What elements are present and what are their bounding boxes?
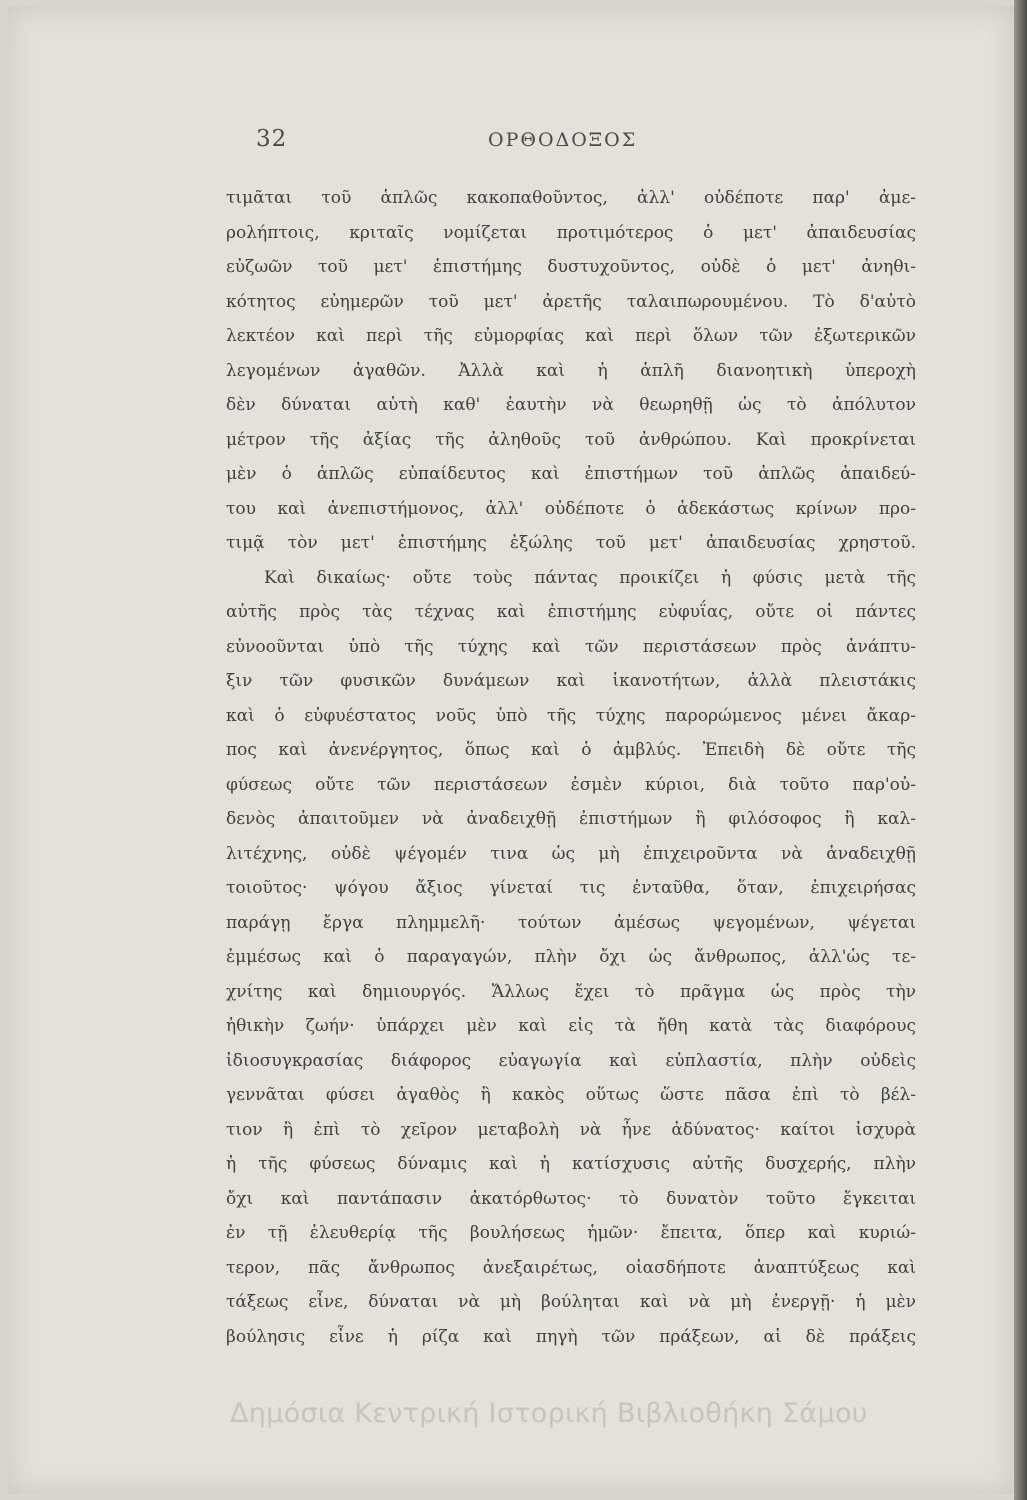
- text-line: γεννᾶται φύσει ἀγαθὸς ἢ κακὸς οὕτως ὥστε πᾶσα ἐπὶ τὸ βέλ-: [226, 1085, 916, 1105]
- text-line: ρολήπτοις, κριταῖς νομίζεται προτιμότερος ὁ μετ' ἀπαιδευσίας: [226, 222, 916, 243]
- body-text: [226, 181, 916, 1354]
- text-line: παράγῃ ἔργα πλημμελῆ· τούτων ἀμέσως ψεγομένων, ψέγεται: [226, 912, 916, 933]
- text-line: τάξεως εἶνε, δύναται νὰ μὴ βούληται καὶ νὰ μὴ ἐνεργῇ· ἡ μὲν: [226, 1292, 916, 1312]
- text-line: φύσεως οὔτε τῶν περιστάσεων ἐσμὲν κύριοι, διὰ τοῦτο παρ'οὐ-: [226, 774, 916, 795]
- text-line: λεκτέον καὶ περὶ τῆς εὐμορφίας καὶ περὶ ὅλων τῶν ἐξωτερικῶν: [226, 326, 916, 346]
- text-line: κότητος εὐημερῶν τοῦ μετ' ἀρετῆς ταλαιπωρουμένου. Τὸ δ'αὐτὸ: [226, 291, 916, 312]
- text-line: τιμᾶται τοῦ ἁπλῶς κακοπαθοῦντος, ἀλλ' οὐδέποτε παρ' ἀμε-: [226, 188, 916, 208]
- text-line: τερον, πᾶς ἄνθρωπος ἀνεξαιρέτως, οἱασδήποτε ἀναπτύξεως καὶ: [226, 1257, 916, 1278]
- text-line: ἰδιοσυγκρασίας διάφορος εὐαγωγία καὶ εὐπλαστία, πλὴν οὐδεὶς: [226, 1050, 916, 1071]
- page-number: 32: [256, 126, 288, 152]
- library-watermark: Δημόσια Κεντρική Ιστορική Βιβλιοθήκη Σάμου: [230, 1398, 868, 1429]
- text-line: ἡ τῆς φύσεως δύναμις καὶ ἡ κατίσχυσις αὐτῆς δυσχερής, πλὴν: [226, 1154, 916, 1174]
- text-line: τιμᾷ τὸν μετ' ἐπιστήμης ἐξώλης τοῦ μετ' ἀπαιδευσίας χρηστοῦ.: [226, 533, 916, 553]
- text-line: μέτρον τῆς ἀξίας τῆς ἀληθοῦς τοῦ ἀνθρώπου. Καὶ προκρίνεται: [226, 429, 916, 450]
- text-line: βούλησις εἶνε ἡ ρίζα καὶ πηγὴ τῶν πράξεων, αἱ δὲ πράξεις: [226, 1326, 916, 1347]
- text-line: ξιν τῶν φυσικῶν δυνάμεων καὶ ἱκανοτήτων, ἀλλὰ πλειστάκις: [226, 671, 916, 691]
- scan-edge: [1014, 0, 1027, 1500]
- text-line: ἐμμέσως καὶ ὁ παραγαγών, πλὴν ὄχι ὡς ἄνθρωπος, ἀλλ'ὡς τε-: [226, 947, 916, 967]
- running-title: ΟΡΘΟΔΟΞΟΣ: [488, 129, 638, 151]
- text-line: πος καὶ ἀνενέργητος, ὅπως καὶ ὁ ἀμβλύς. Ἐπειδὴ δὲ οὔτε τῆς: [226, 740, 916, 760]
- text-line: μὲν ὁ ἁπλῶς εὐπαίδευτος καὶ ἐπιστήμων τοῦ ἁπλῶς ἀπαιδεύ-: [226, 464, 916, 484]
- page-header: [256, 126, 916, 162]
- text-line: εὐνοοῦνται ὑπὸ τῆς τύχης καὶ τῶν περιστάσεων πρὸς ἀνάπτυ-: [226, 636, 916, 657]
- text-line: του καὶ ἀνεπιστήμονος, ἀλλ' οὐδέποτε ὁ ἀδεκάστως κρίνων προ-: [226, 498, 916, 519]
- text-line: δενὸς ἀπαιτοῦμεν νὰ ἀναδειχθῇ ἐπιστήμων ἢ φιλόσοφος ἢ καλ-: [226, 809, 916, 829]
- text-line: ὄχι καὶ παντάπασιν ἀκατόρθωτος· τὸ δυνατὸν τοῦτο ἔγκειται: [226, 1188, 916, 1209]
- text-line: λεγομένων ἀγαθῶν. Ἀλλὰ καὶ ἡ ἁπλῆ διανοητικὴ ὑπεροχὴ: [226, 360, 916, 381]
- text-line: τιον ἢ ἐπὶ τὸ χεῖρον μεταβολὴ νὰ ἦνε ἀδύνατος· καίτοι ἰσχυρὰ: [226, 1119, 916, 1140]
- text-line: Καὶ δικαίως· οὔτε τοὺς πάντας προικίζει ἡ φύσις μετὰ τῆς: [264, 567, 916, 588]
- text-line: τοιοῦτος· ψόγου ἄξιος γίνεταί τις ἐνταῦθα, ὅταν, ἐπιχειρήσας: [226, 878, 916, 898]
- text-line: λιτέχνης, οὐδὲ ψέγομέν τινα ὡς μὴ ἐπιχειροῦντα νὰ ἀναδειχθῇ: [226, 843, 916, 864]
- text-line: ἠθικὴν ζωήν· ὑπάρχει μὲν καὶ εἰς τὰ ἤθη κατὰ τὰς διαφόρους: [226, 1016, 916, 1036]
- text-line: χνίτης καὶ δημιουργός. Ἄλλως ἔχει τὸ πρᾶγμα ὡς πρὸς τὴν: [226, 981, 916, 1002]
- text-line: δὲν δύναται αὐτὴ καθ' ἑαυτὴν νὰ θεωρηθῇ ὡς τὸ ἀπόλυτον: [226, 395, 916, 415]
- text-line: ἐν τῇ ἐλευθερίᾳ τῆς βουλήσεως ἡμῶν· ἔπειτα, ὅπερ καὶ κυριώ-: [226, 1223, 916, 1243]
- text-line: εὐζωῶν τοῦ μετ' ἐπιστήμης δυστυχοῦντος, οὐδὲ ὁ μετ' ἀνηθι-: [226, 257, 916, 277]
- text-line: αὐτῆς πρὸς τὰς τέχνας καὶ ἐπιστήμης εὐφυΐας, οὔτε οἱ πάντες: [226, 602, 916, 622]
- book-page: [8, 6, 1014, 1494]
- text-line: καὶ ὁ εὐφυέστατος νοῦς ὑπὸ τῆς τύχης παρορώμενος μένει ἄκαρ-: [226, 705, 916, 726]
